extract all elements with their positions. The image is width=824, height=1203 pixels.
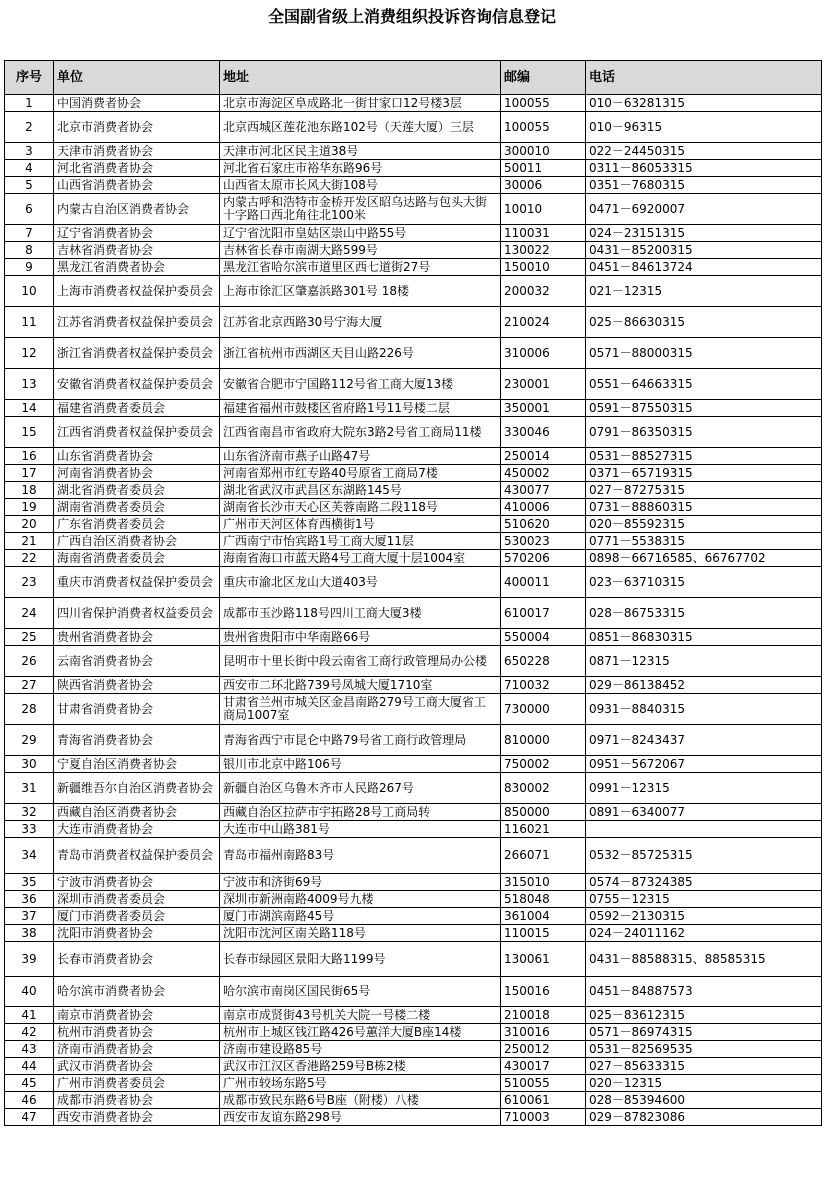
cell-unit: 广东省消费者委员会 <box>54 516 220 533</box>
cell-address: 武汉市江汉区香港路259号B栋2楼 <box>220 1058 501 1075</box>
cell-phone: 028－85394600 <box>586 1092 822 1109</box>
cell-address: 长春市绿园区景阳大路1199号 <box>220 942 501 977</box>
cell-phone: 0971－8243437 <box>586 725 822 756</box>
cell-index: 7 <box>5 225 54 242</box>
table-row <box>5 482 822 499</box>
table-row <box>5 874 822 891</box>
cell-address: 北京西城区莲花池东路102号（天莲大厦）三层 <box>220 112 501 143</box>
table-row <box>5 95 822 112</box>
cell-phone: 0931－8840315 <box>586 694 822 725</box>
cell-index: 31 <box>5 773 54 804</box>
cell-phone: 0571－86974315 <box>586 1024 822 1041</box>
cell-address: 甘肃省兰州市城关区金昌南路279号工商大厦省工商局1007室 <box>220 694 501 725</box>
cell-unit: 上海市消费者权益保护委员会 <box>54 276 220 307</box>
table-header-row <box>5 61 822 95</box>
table-row <box>5 112 822 143</box>
cell-phone: 0898－66716585、66767702 <box>586 550 822 567</box>
cell-address: 安徽省合肥市宁国路112号省工商大厦13楼 <box>220 369 501 400</box>
cell-index: 15 <box>5 417 54 448</box>
cell-index: 6 <box>5 194 54 225</box>
cell-phone: 0311－86053315 <box>586 160 822 177</box>
cell-unit: 湖南省消费者委员会 <box>54 499 220 516</box>
cell-address: 宁波市和济街69号 <box>220 874 501 891</box>
cell-index: 27 <box>5 677 54 694</box>
table-row <box>5 242 822 259</box>
cell-postcode: 710003 <box>501 1109 586 1126</box>
cell-unit: 贵州省消费者协会 <box>54 629 220 646</box>
cell-phone: 023－63710315 <box>586 567 822 598</box>
cell-index: 4 <box>5 160 54 177</box>
cell-unit: 广西自治区消费者协会 <box>54 533 220 550</box>
cell-postcode: 610061 <box>501 1092 586 1109</box>
cell-address: 成都市玉沙路118号四川工商大厦3楼 <box>220 598 501 629</box>
cell-address: 内蒙古呼和浩特市金桥开发区昭乌达路与包头大街十字路口西北角往北100米 <box>220 194 501 225</box>
cell-postcode: 850000 <box>501 804 586 821</box>
cell-index: 39 <box>5 942 54 977</box>
table-row <box>5 1058 822 1075</box>
cell-phone: 0851－86830315 <box>586 629 822 646</box>
cell-index: 24 <box>5 598 54 629</box>
cell-unit: 江苏省消费者权益保护委员会 <box>54 307 220 338</box>
cell-phone: 0891－6340077 <box>586 804 822 821</box>
cell-address: 昆明市十里长街中段云南省工商行政管理局办公楼 <box>220 646 501 677</box>
cell-address: 河南省郑州市红专路40号原省工商局7楼 <box>220 465 501 482</box>
cell-phone: 0791－86350315 <box>586 417 822 448</box>
table-row <box>5 465 822 482</box>
cell-phone: 0431－88588315、88585315 <box>586 942 822 977</box>
table-row <box>5 1092 822 1109</box>
table-row <box>5 177 822 194</box>
cell-address: 广西南宁市怡宾路1号工商大厦11层 <box>220 533 501 550</box>
cell-address: 杭州市上城区钱江路426号蕙洋大厦B座14楼 <box>220 1024 501 1041</box>
cell-unit: 江西省消费者权益保护委员会 <box>54 417 220 448</box>
cell-postcode: 230001 <box>501 369 586 400</box>
table-row <box>5 908 822 925</box>
table-row <box>5 1024 822 1041</box>
cell-phone: 025－86630315 <box>586 307 822 338</box>
cell-postcode: 530023 <box>501 533 586 550</box>
table-row <box>5 891 822 908</box>
cell-index: 10 <box>5 276 54 307</box>
cell-postcode: 310016 <box>501 1024 586 1041</box>
cell-phone: 0551－64663315 <box>586 369 822 400</box>
cell-phone: 0731－88860315 <box>586 499 822 516</box>
cell-unit: 西安市消费者协会 <box>54 1109 220 1126</box>
cell-index: 16 <box>5 448 54 465</box>
cell-postcode: 570206 <box>501 550 586 567</box>
table-row <box>5 694 822 725</box>
cell-unit: 广州市消费者委员会 <box>54 1075 220 1092</box>
cell-unit: 吉林省消费者协会 <box>54 242 220 259</box>
cell-index: 22 <box>5 550 54 567</box>
cell-index: 2 <box>5 112 54 143</box>
cell-index: 28 <box>5 694 54 725</box>
cell-phone: 029－86138452 <box>586 677 822 694</box>
table-row <box>5 259 822 276</box>
cell-phone: 0574－87324385 <box>586 874 822 891</box>
cell-phone: 0592－2130315 <box>586 908 822 925</box>
cell-phone: 0471－6920007 <box>586 194 822 225</box>
cell-unit: 云南省消费者协会 <box>54 646 220 677</box>
cell-unit: 西藏自治区消费者协会 <box>54 804 220 821</box>
cell-index: 23 <box>5 567 54 598</box>
cell-address: 新疆自治区乌鲁木齐市人民路267号 <box>220 773 501 804</box>
cell-postcode: 150016 <box>501 977 586 1007</box>
cell-index: 3 <box>5 143 54 160</box>
cell-unit: 青海省消费者协会 <box>54 725 220 756</box>
cell-postcode: 518048 <box>501 891 586 908</box>
cell-unit: 宁夏自治区消费者协会 <box>54 756 220 773</box>
table-row <box>5 1109 822 1126</box>
table-row <box>5 417 822 448</box>
cell-index: 25 <box>5 629 54 646</box>
col-header-unit: 单位 <box>54 61 220 95</box>
cell-postcode: 730000 <box>501 694 586 725</box>
cell-unit: 重庆市消费者权益保护委员会 <box>54 567 220 598</box>
cell-postcode: 550004 <box>501 629 586 646</box>
cell-index: 14 <box>5 400 54 417</box>
cell-index: 45 <box>5 1075 54 1092</box>
cell-unit: 南京市消费者协会 <box>54 1007 220 1024</box>
cell-unit: 大连市消费者协会 <box>54 821 220 838</box>
cell-index: 32 <box>5 804 54 821</box>
cell-postcode: 150010 <box>501 259 586 276</box>
cell-index: 47 <box>5 1109 54 1126</box>
cell-phone: 010－63281315 <box>586 95 822 112</box>
cell-address: 湖南省长沙市天心区芙蓉南路二段118号 <box>220 499 501 516</box>
cell-postcode: 430017 <box>501 1058 586 1075</box>
table-row <box>5 838 822 874</box>
table-row <box>5 677 822 694</box>
cell-address: 西安市二环北路739号凤城大厦1710室 <box>220 677 501 694</box>
cell-postcode: 650228 <box>501 646 586 677</box>
table-row <box>5 499 822 516</box>
table-row <box>5 821 822 838</box>
cell-unit: 厦门市消费者委员会 <box>54 908 220 925</box>
cell-address: 济南市建设路85号 <box>220 1041 501 1058</box>
cell-address: 辽宁省沈阳市皇姑区崇山中路55号 <box>220 225 501 242</box>
cell-address: 哈尔滨市南岗区国民街65号 <box>220 977 501 1007</box>
table-row <box>5 160 822 177</box>
cell-index: 19 <box>5 499 54 516</box>
page-title: 全国副省级上消费组织投诉咨询信息登记 <box>267 7 556 26</box>
cell-address: 深圳市新洲南路4009号九楼 <box>220 891 501 908</box>
cell-unit: 安徽省消费者权益保护委员会 <box>54 369 220 400</box>
cell-index: 26 <box>5 646 54 677</box>
cell-phone: 021－12315 <box>586 276 822 307</box>
cell-address: 江苏省北京西路30号宁海大厦 <box>220 307 501 338</box>
cell-address: 河北省石家庄市裕华东路96号 <box>220 160 501 177</box>
cell-index: 46 <box>5 1092 54 1109</box>
cell-address: 贵州省贵阳市中华南路66号 <box>220 629 501 646</box>
cell-phone: 022－24450315 <box>586 143 822 160</box>
cell-unit: 新疆维吾尔自治区消费者协会 <box>54 773 220 804</box>
cell-postcode: 300010 <box>501 143 586 160</box>
cell-phone <box>586 821 822 838</box>
cell-index: 36 <box>5 891 54 908</box>
table-row <box>5 942 822 977</box>
cell-address: 沈阳市沈河区南关路118号 <box>220 925 501 942</box>
cell-postcode: 130061 <box>501 942 586 977</box>
cell-phone: 0371－65719315 <box>586 465 822 482</box>
cell-postcode: 250014 <box>501 448 586 465</box>
cell-unit: 哈尔滨市消费者协会 <box>54 977 220 1007</box>
cell-postcode: 250012 <box>501 1041 586 1058</box>
table-row <box>5 194 822 225</box>
table-row <box>5 533 822 550</box>
cell-index: 44 <box>5 1058 54 1075</box>
table-row <box>5 1007 822 1024</box>
cell-phone: 0951－5672067 <box>586 756 822 773</box>
table-row <box>5 369 822 400</box>
cell-index: 43 <box>5 1041 54 1058</box>
cell-index: 34 <box>5 838 54 874</box>
cell-postcode: 30006 <box>501 177 586 194</box>
cell-unit: 湖北省消费者委员会 <box>54 482 220 499</box>
cell-index: 5 <box>5 177 54 194</box>
col-header-postcode: 邮编 <box>501 61 586 95</box>
cell-address: 湖北省武汉市武昌区东湖路145号 <box>220 482 501 499</box>
cell-address: 成都市致民东路6号B座（附楼）八楼 <box>220 1092 501 1109</box>
cell-unit: 深圳市消费者委员会 <box>54 891 220 908</box>
cell-index: 29 <box>5 725 54 756</box>
cell-index: 37 <box>5 908 54 925</box>
cell-address: 大连市中山路381号 <box>220 821 501 838</box>
cell-postcode: 430077 <box>501 482 586 499</box>
cell-address: 江西省南昌市省政府大院东3路2号省工商局11楼 <box>220 417 501 448</box>
cell-address: 山东省济南市燕子山路47号 <box>220 448 501 465</box>
cell-postcode: 200032 <box>501 276 586 307</box>
cell-phone: 024－23151315 <box>586 225 822 242</box>
cell-index: 20 <box>5 516 54 533</box>
cell-unit: 长春市消费者协会 <box>54 942 220 977</box>
cell-postcode: 750002 <box>501 756 586 773</box>
table-row <box>5 338 822 369</box>
cell-postcode: 110015 <box>501 925 586 942</box>
cell-address: 青海省西宁市昆仑中路79号省工商行政管理局 <box>220 725 501 756</box>
cell-unit: 沈阳市消费者协会 <box>54 925 220 942</box>
cell-address: 西藏自治区拉萨市宇拓路28号工商局转 <box>220 804 501 821</box>
table-row <box>5 550 822 567</box>
cell-phone: 010－96315 <box>586 112 822 143</box>
complaint-info-table <box>4 60 822 1126</box>
cell-unit: 四川省保护消费者权益委员会 <box>54 598 220 629</box>
table-row <box>5 516 822 533</box>
table-row <box>5 400 822 417</box>
cell-phone: 0451－84887573 <box>586 977 822 1007</box>
table-row <box>5 567 822 598</box>
table-row <box>5 629 822 646</box>
col-header-address: 地址 <box>220 61 501 95</box>
cell-unit: 成都市消费者协会 <box>54 1092 220 1109</box>
table-row <box>5 804 822 821</box>
cell-address: 重庆市渝北区龙山大道403号 <box>220 567 501 598</box>
cell-index: 18 <box>5 482 54 499</box>
cell-index: 11 <box>5 307 54 338</box>
cell-unit: 辽宁省消费者协会 <box>54 225 220 242</box>
cell-index: 35 <box>5 874 54 891</box>
cell-unit: 甘肃省消费者协会 <box>54 694 220 725</box>
cell-postcode: 315010 <box>501 874 586 891</box>
cell-index: 8 <box>5 242 54 259</box>
cell-unit: 天津市消费者协会 <box>54 143 220 160</box>
table-row <box>5 725 822 756</box>
cell-phone: 0771－5538315 <box>586 533 822 550</box>
cell-index: 40 <box>5 977 54 1007</box>
table-row <box>5 756 822 773</box>
cell-index: 41 <box>5 1007 54 1024</box>
cell-unit: 中国消费者协会 <box>54 95 220 112</box>
cell-address: 上海市徐汇区肇嘉浜路301号 18楼 <box>220 276 501 307</box>
cell-postcode: 400011 <box>501 567 586 598</box>
cell-phone: 027－87275315 <box>586 482 822 499</box>
cell-postcode: 330046 <box>501 417 586 448</box>
cell-index: 13 <box>5 369 54 400</box>
cell-phone: 029－87823086 <box>586 1109 822 1126</box>
col-header-index: 序号 <box>5 61 54 95</box>
cell-postcode: 361004 <box>501 908 586 925</box>
cell-phone: 0431－85200315 <box>586 242 822 259</box>
col-header-phone: 电话 <box>586 61 822 95</box>
cell-phone: 0991－12315 <box>586 773 822 804</box>
table-row <box>5 143 822 160</box>
cell-postcode: 210018 <box>501 1007 586 1024</box>
cell-postcode: 350001 <box>501 400 586 417</box>
cell-unit: 山东省消费者协会 <box>54 448 220 465</box>
table-row <box>5 773 822 804</box>
cell-postcode: 450002 <box>501 465 586 482</box>
cell-unit: 山西省消费者协会 <box>54 177 220 194</box>
cell-unit: 河南省消费者协会 <box>54 465 220 482</box>
cell-phone: 028－86753315 <box>586 598 822 629</box>
cell-phone: 0755－12315 <box>586 891 822 908</box>
table-row <box>5 307 822 338</box>
cell-postcode: 410006 <box>501 499 586 516</box>
table-row <box>5 977 822 1007</box>
cell-postcode: 610017 <box>501 598 586 629</box>
table-row <box>5 448 822 465</box>
cell-address: 黑龙江省哈尔滨市道里区西七道街27号 <box>220 259 501 276</box>
cell-unit: 北京市消费者协会 <box>54 112 220 143</box>
cell-unit: 宁波市消费者协会 <box>54 874 220 891</box>
cell-index: 21 <box>5 533 54 550</box>
cell-address: 浙江省杭州市西湖区天目山路226号 <box>220 338 501 369</box>
table-row <box>5 646 822 677</box>
cell-unit: 杭州市消费者协会 <box>54 1024 220 1041</box>
cell-address: 南京市成贤街43号机关大院一号楼二楼 <box>220 1007 501 1024</box>
cell-postcode: 310006 <box>501 338 586 369</box>
cell-postcode: 210024 <box>501 307 586 338</box>
cell-phone: 0451－84613724 <box>586 259 822 276</box>
cell-address: 广州市较场东路5号 <box>220 1075 501 1092</box>
cell-postcode: 50011 <box>501 160 586 177</box>
cell-address: 吉林省长春市南湖大路599号 <box>220 242 501 259</box>
cell-address: 山西省太原市长风大街108号 <box>220 177 501 194</box>
cell-postcode: 100055 <box>501 95 586 112</box>
cell-address: 青岛市福州南路83号 <box>220 838 501 874</box>
cell-postcode: 830002 <box>501 773 586 804</box>
cell-unit: 内蒙古自治区消费者协会 <box>54 194 220 225</box>
cell-address: 厦门市湖滨南路45号 <box>220 908 501 925</box>
cell-phone: 0591－87550315 <box>586 400 822 417</box>
cell-phone: 020－85592315 <box>586 516 822 533</box>
cell-postcode: 810000 <box>501 725 586 756</box>
cell-index: 17 <box>5 465 54 482</box>
cell-unit: 海南省消费者委员会 <box>54 550 220 567</box>
cell-postcode: 130022 <box>501 242 586 259</box>
table-row <box>5 1075 822 1092</box>
cell-index: 42 <box>5 1024 54 1041</box>
cell-postcode: 266071 <box>501 838 586 874</box>
cell-postcode: 510620 <box>501 516 586 533</box>
cell-phone: 024－24011162 <box>586 925 822 942</box>
table-row <box>5 598 822 629</box>
cell-phone: 0532－85725315 <box>586 838 822 874</box>
cell-phone: 0351－7680315 <box>586 177 822 194</box>
cell-postcode: 116021 <box>501 821 586 838</box>
cell-phone: 0571－88000315 <box>586 338 822 369</box>
cell-index: 9 <box>5 259 54 276</box>
cell-postcode: 110031 <box>501 225 586 242</box>
cell-postcode: 10010 <box>501 194 586 225</box>
cell-index: 30 <box>5 756 54 773</box>
cell-address: 福建省福州市鼓楼区省府路1号11号楼二层 <box>220 400 501 417</box>
cell-unit: 陕西省消费者协会 <box>54 677 220 694</box>
cell-index: 12 <box>5 338 54 369</box>
cell-phone: 020－12315 <box>586 1075 822 1092</box>
cell-address: 海南省海口市蓝天路4号工商大厦十层1004室 <box>220 550 501 567</box>
cell-unit: 福建省消费者委员会 <box>54 400 220 417</box>
cell-phone: 0871－12315 <box>586 646 822 677</box>
cell-address: 西安市友谊东路298号 <box>220 1109 501 1126</box>
cell-index: 33 <box>5 821 54 838</box>
table-row <box>5 925 822 942</box>
cell-index: 1 <box>5 95 54 112</box>
cell-unit: 青岛市消费者权益保护委员会 <box>54 838 220 874</box>
cell-unit: 武汉市消费者协会 <box>54 1058 220 1075</box>
cell-postcode: 510055 <box>501 1075 586 1092</box>
cell-phone: 0531－82569535 <box>586 1041 822 1058</box>
cell-address: 天津市河北区民主道38号 <box>220 143 501 160</box>
cell-index: 38 <box>5 925 54 942</box>
cell-unit: 黑龙江省消费者协会 <box>54 259 220 276</box>
cell-address: 广州市天河区体育西横街1号 <box>220 516 501 533</box>
cell-postcode: 100055 <box>501 112 586 143</box>
cell-address: 银川市北京中路106号 <box>220 756 501 773</box>
table-row <box>5 276 822 307</box>
cell-phone: 027－85633315 <box>586 1058 822 1075</box>
cell-phone: 025－83612315 <box>586 1007 822 1024</box>
table-row <box>5 1041 822 1058</box>
cell-unit: 浙江省消费者权益保护委员会 <box>54 338 220 369</box>
table-row <box>5 225 822 242</box>
cell-phone: 0531－88527315 <box>586 448 822 465</box>
table-body <box>5 95 822 1126</box>
cell-unit: 济南市消费者协会 <box>54 1041 220 1058</box>
cell-postcode: 710032 <box>501 677 586 694</box>
cell-unit: 河北省消费者协会 <box>54 160 220 177</box>
cell-address: 北京市海淀区阜成路北一街甘家口12号楼3层 <box>220 95 501 112</box>
